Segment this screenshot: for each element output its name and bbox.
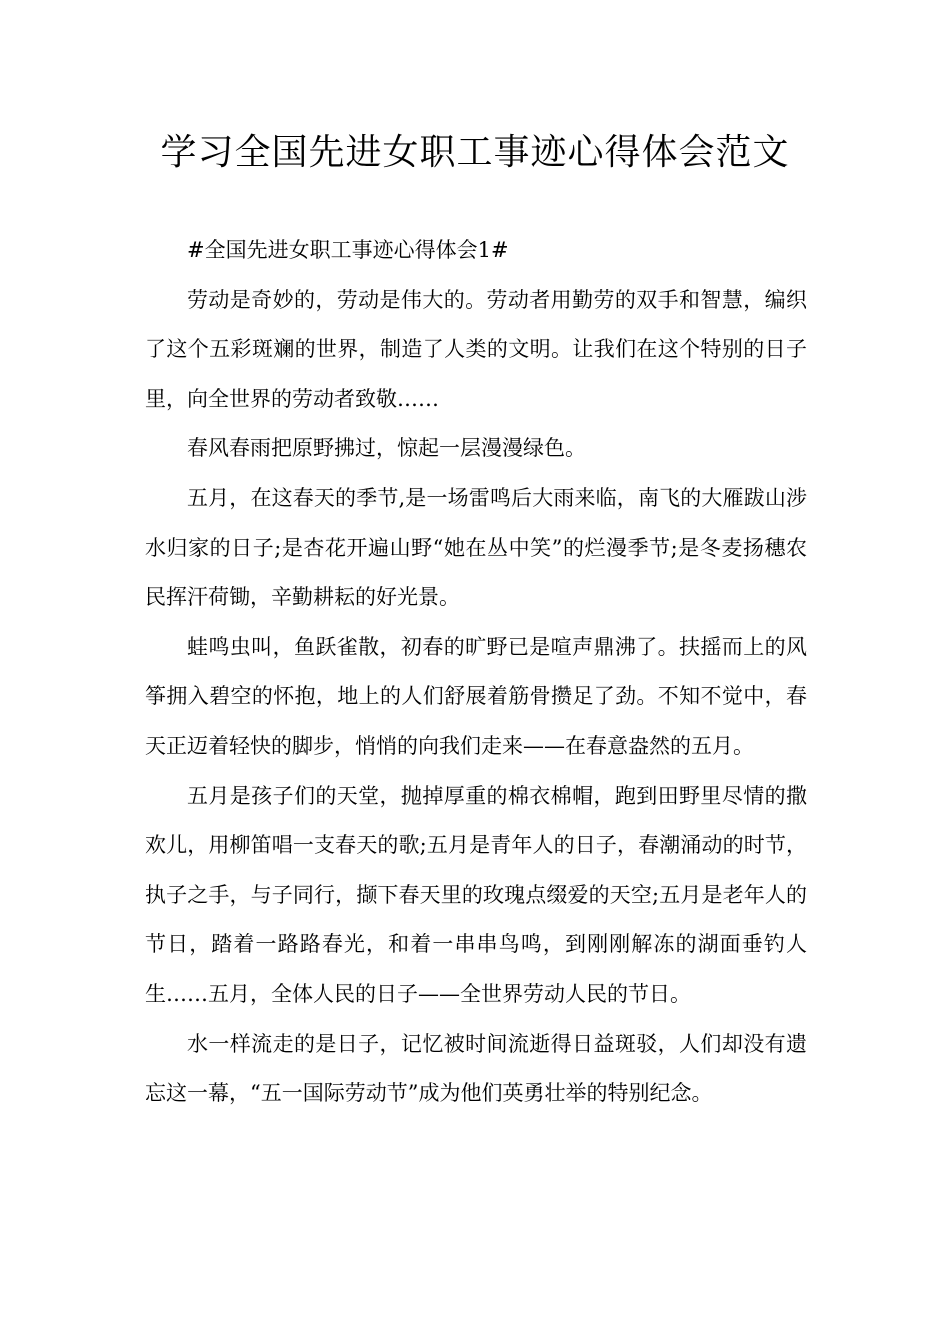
paragraph: 水一样流走的是日子，记忆被时间流逝得日益斑驳，人们却没有遗忘这一幕，“五一国际劳动节”成为他们英勇壮举的特别纪念。 bbox=[145, 1031, 807, 1106]
paragraph: 春风春雨把原野拂过，惊起一层漫漫绿色。 bbox=[187, 436, 586, 461]
paragraph: 五月是孩子们的天堂，抛掉厚重的棉衣棉帽，跑到田野里尽情的撒欢儿，用柳笛唱一支春天的歌;五月是青年人的日子，春潮涌动的时节，执子之手，与子同行，撷下春天里的玫瑰点缀爱的天空;五月是老年人的节日，踏着一路路春光，和着一串串鸟鸣，到刚刚解冻的湖面垂钓人生……五月，全体人民的日子——全世界劳动人民的节日。 bbox=[145, 783, 807, 1006]
paragraph: 劳动是奇妙的，劳动是伟大的。劳动者用勤劳的双手和智慧，编织了这个五彩斑斓的世界，制造了人类的文明。让我们在这个特别的日子里，向全世界的劳动者致敬…… bbox=[145, 287, 807, 411]
paragraph: 五月，在这春天的季节,是一场雷鸣后大雨来临，南飞的大雁跋山涉水归家的日子;是杏花开遍山野“她在丛中笑”的烂漫季节;是冬麦扬穗农民挥汗荷锄，辛勤耕耘的好光景。 bbox=[145, 485, 807, 610]
section-heading: #全国先进女职工事迹心得体会1# bbox=[187, 238, 509, 262]
document-body bbox=[145, 226, 807, 1119]
document-title: 学习全国先进女职工事迹心得体会范文 bbox=[160, 132, 790, 173]
paragraph: 蛙鸣虫叫，鱼跃雀散，初春的旷野已是喧声鼎沸了。扶摇而上的风筝拥入碧空的怀抱，地上的人们舒展着筋骨攒足了劲。不知不觉中，春天正迈着轻快的脚步，悄悄的向我们走来——在春意盎然的五月。 bbox=[145, 634, 807, 758]
